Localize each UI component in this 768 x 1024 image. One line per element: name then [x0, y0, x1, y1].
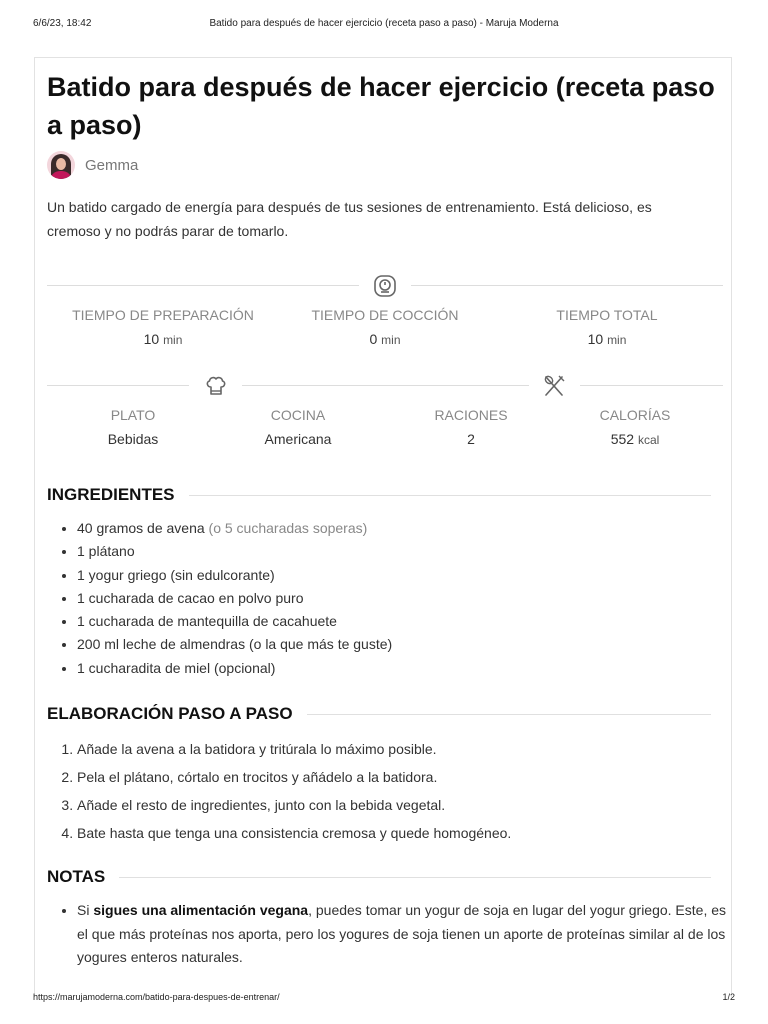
page-number: 1/2 [722, 992, 735, 1002]
avatar [47, 151, 75, 179]
ingredient-item [77, 517, 392, 540]
instruction-step: 3. Añade el resto de ingredientes, junto con la bebida vegetal. [77, 791, 511, 819]
calories-value: 552 [610, 431, 635, 447]
author [47, 150, 138, 180]
servings-value: 2 [467, 431, 475, 447]
ingredients-list [47, 517, 392, 680]
prep-time-unit: min [163, 333, 183, 347]
times-row [47, 305, 723, 355]
cook-time-value: 0 [369, 331, 378, 347]
calories-unit: kcal [637, 433, 660, 447]
servings-label: RACIONES [434, 407, 508, 423]
ingredient-text: 1 plátano [77, 543, 135, 560]
total-time-unit: min [607, 333, 627, 347]
note-prefix: Si [77, 902, 94, 918]
instruction-step: 2. Pela el plátano, córtalo en trocitos y añádelo a la batidora. [77, 763, 511, 791]
instructions-heading: ELABORACIÓN PASO A PASO [47, 702, 307, 726]
print-header [0, 18, 768, 32]
instruction-step: 4. Bate hasta que tenga una consistencia cremosa y quede homogéneo. [77, 819, 511, 847]
ingredient-item [77, 610, 392, 633]
dish-type [47, 405, 219, 451]
ingredient-text: 40 gramos de avena [77, 520, 205, 536]
total-time [491, 305, 723, 352]
servings [385, 405, 557, 451]
total-time-value: 10 [587, 331, 604, 347]
chef-hat-icon [203, 373, 229, 399]
times-divider [47, 271, 723, 301]
cook-time-unit: min [381, 333, 401, 347]
print-page-title: Batido para después de hacer ejercicio (receta paso a paso) - Maruja Moderna [209, 18, 559, 29]
calories [549, 405, 721, 452]
ingredient-item [77, 540, 392, 563]
details-divider [47, 371, 723, 401]
ingredient-text: 1 cucharada de mantequilla de cacahuete [77, 613, 337, 630]
instructions-header [47, 702, 723, 726]
print-url: https://marujamoderna.com/batido-para-despues-de-entrenar/ [33, 992, 280, 1002]
prep-time-value: 10 [143, 331, 160, 347]
ingredient-text: 1 cucharada de cacao en polvo puro [77, 589, 304, 606]
prep-time-label: TIEMPO DE PREPARACIÓN [72, 307, 254, 323]
dish-type-value: Bebidas [107, 431, 159, 447]
instructions-list [47, 735, 511, 847]
instruction-step: 1. Añade la avena a la batidora y tritúrala lo máximo posible. [77, 735, 511, 763]
recipe-summary: Un batido cargado de energía para después de tus sesiones de entrenamiento. Está delicioso, es cremoso y no podrás parar de tomarlo. [47, 199, 652, 239]
print-footer [0, 992, 768, 1006]
print-date: 6/6/23, 18:42 [33, 18, 92, 29]
ingredient-item [77, 657, 392, 680]
cuisine-label: COCINA [270, 407, 326, 423]
ingredients-heading: INGREDIENTES [47, 483, 189, 507]
cuisine [212, 405, 384, 451]
ingredients-header [47, 483, 723, 507]
notes-heading: NOTAS [47, 865, 119, 889]
prep-time [47, 305, 279, 352]
timer-icon [372, 273, 398, 299]
notes-list [47, 899, 737, 970]
ingredient-item [77, 633, 392, 656]
ingredient-text: 1 cucharadita de miel (opcional) [77, 659, 276, 676]
notes-header [47, 865, 723, 889]
ingredient-item [77, 564, 392, 587]
dish-type-label: PLATO [110, 407, 156, 423]
details-row [47, 405, 723, 455]
ingredient-text: 200 ml leche de almendras (o la que más te guste) [77, 636, 393, 653]
cuisine-value: Americana [264, 431, 332, 447]
note-item [77, 899, 737, 970]
author-name: Gemma [85, 156, 139, 174]
recipe-title: Batido para después de hacer ejercicio (receta paso a paso) [47, 72, 715, 140]
note-emphasis: sigues una alimentación vegana [93, 902, 309, 918]
cook-time [269, 305, 501, 352]
ingredient-item [77, 587, 392, 610]
calories-label: CALORÍAS [599, 407, 671, 423]
ingredient-text: 1 yogur griego (sin edulcorante) [77, 566, 275, 583]
utensils-icon [541, 373, 567, 399]
cook-time-label: TIEMPO DE COCCIÓN [311, 307, 459, 323]
ingredient-note: (o 5 cucharadas soperas) [204, 520, 368, 536]
recipe-card [34, 57, 732, 997]
note-text: , puedes tomar un yogur de soja en lugar del yogur griego. Este, es el que más proteínas nos aporta, pero los yogures de soja tienen un aporte de proteínas similar al de los yogures enteros naturales. [77, 902, 727, 965]
total-time-label: TIEMPO TOTAL [556, 307, 658, 323]
